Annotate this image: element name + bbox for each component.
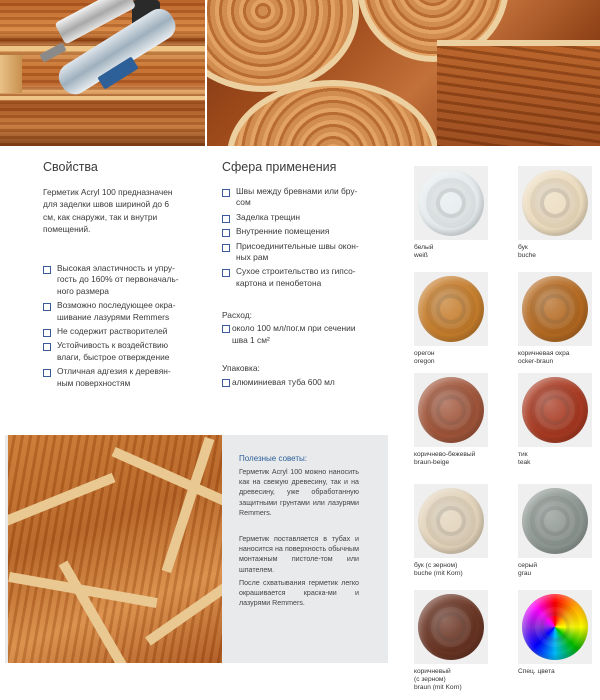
swatch-label-line: бук (с зерном) xyxy=(414,562,458,569)
packaging-value xyxy=(222,376,392,388)
swatch-frame xyxy=(518,272,592,346)
list-item-text: Сухое строительство из гипсо- xyxy=(236,266,356,277)
swatch-label xyxy=(518,562,600,578)
list-item-text: шивание лазурями Remmers xyxy=(57,311,170,322)
swatch-label-line: ocker-braun xyxy=(518,358,554,366)
swatch-label xyxy=(414,562,504,578)
checkbox-icon xyxy=(222,379,230,387)
intro-line: Герметик Acryl 100 предназначен xyxy=(43,187,173,197)
properties-list xyxy=(43,263,193,392)
swatch-label xyxy=(518,668,600,676)
swatch-label-line: коричневая охра xyxy=(518,350,570,357)
list-item-text: ным поверхностям xyxy=(57,377,131,388)
seam xyxy=(145,574,222,645)
swatch-label xyxy=(414,350,504,366)
list-item-text: Швы между бревнами или бру- xyxy=(236,186,358,196)
consumption-line: около 100 мл/пог.м при сечении xyxy=(232,323,356,333)
properties-title: Свойства xyxy=(43,160,98,174)
list-item-text: Присоединительные швы окон- xyxy=(236,240,359,251)
swatch-label-line: серый xyxy=(518,562,538,569)
color-swatch xyxy=(522,377,588,443)
list-item-text: ных рам xyxy=(236,252,269,263)
intro-line: помещений. xyxy=(43,224,91,235)
swatch-label xyxy=(414,244,504,260)
swatch-frame xyxy=(518,373,592,447)
swatch-frame xyxy=(518,166,592,240)
list-item-text: картона и пенобетона xyxy=(236,277,322,288)
consumption-value xyxy=(222,322,392,347)
list-item-text: Возможно последующее окра- xyxy=(57,300,176,311)
swatch-label-line: buche xyxy=(518,252,536,260)
color-swatch xyxy=(522,276,588,342)
list-item xyxy=(222,212,382,223)
swatch-frame xyxy=(414,484,488,558)
swatch-frame xyxy=(518,590,592,664)
color-swatch xyxy=(522,594,588,660)
list-item xyxy=(222,266,382,289)
checkbox-icon xyxy=(43,303,51,311)
seam xyxy=(59,561,128,663)
list-item xyxy=(222,241,382,264)
swatch-label-line: braun-beige xyxy=(414,459,450,467)
checkbox-icon xyxy=(43,266,51,274)
packaging-label: Упаковка: xyxy=(222,363,260,373)
list-item xyxy=(43,263,193,297)
application-list xyxy=(222,186,382,292)
list-item-text: Высокая эластичность и упру- xyxy=(57,263,175,273)
swatch-label-line: weiß xyxy=(414,252,428,260)
intro-line: для заделки швов шириной до 6 xyxy=(43,199,170,210)
color-swatch xyxy=(418,170,484,236)
checkbox-icon xyxy=(222,325,230,333)
list-item-text: Заделка трещин xyxy=(236,211,301,222)
swatch-label-line: grau xyxy=(518,570,532,578)
intro-line: см, как снаружи, так и внутри xyxy=(43,211,158,222)
swatch-label-line: коричневый xyxy=(414,668,451,675)
list-item xyxy=(222,226,382,237)
checkbox-icon xyxy=(222,244,230,252)
consumption-label: Расход: xyxy=(222,310,252,320)
swatch-frame xyxy=(414,272,488,346)
swatch-label-line: Спец. цвета xyxy=(518,668,555,675)
checkbox-icon xyxy=(43,343,51,351)
checkbox-icon xyxy=(43,329,51,337)
list-item xyxy=(43,300,193,323)
list-item-text: Устойчивость к воздействию xyxy=(57,340,169,351)
checkbox-icon xyxy=(222,269,230,277)
log-side xyxy=(437,40,600,146)
log-wall-photo xyxy=(8,435,222,663)
color-swatch xyxy=(522,488,588,554)
checkbox-icon xyxy=(222,189,230,197)
swatch-label-line: buche (mit Korn) xyxy=(414,570,463,578)
tips-paragraph: Герметик Acryl 100 можно наносить как на свежую древесину, так и на древесину, уже обработанную защитными грунтами или лазурями Remmers. xyxy=(239,468,359,517)
swatch-frame xyxy=(414,373,488,447)
swatch-frame xyxy=(414,166,488,240)
swatch-label-line: teak xyxy=(518,459,531,467)
list-item-text: сом xyxy=(236,197,251,208)
list-item-text: гость до 160% от первоначаль- xyxy=(57,274,179,285)
swatch-frame xyxy=(414,590,488,664)
swatch-label xyxy=(518,451,600,467)
packaging-text: алюминиевая туба 600 мл xyxy=(232,377,335,387)
list-item-text: ного размера xyxy=(57,285,109,296)
tips-paragraph: После схватывания герметик легко окрашивается краска-ми и лазурями Remmers. xyxy=(239,579,359,608)
tips-paragraph: Герметик поставляется в тубах и наносится на поверхность обычным монтажным пистоле-том или шпателем. xyxy=(239,535,359,574)
log-end xyxy=(207,0,359,92)
color-swatch xyxy=(418,377,484,443)
list-item xyxy=(222,186,382,209)
consumption-line: шва 1 см² xyxy=(232,335,270,346)
log-joint-photo xyxy=(207,0,600,146)
color-swatch xyxy=(522,170,588,236)
color-swatch xyxy=(418,488,484,554)
swatch-label-line: (с зерном) xyxy=(414,676,446,684)
swatch-label-line: oregon xyxy=(414,358,435,366)
application-title: Сфера применения xyxy=(222,160,337,174)
color-swatch xyxy=(418,276,484,342)
seam xyxy=(8,473,116,527)
swatch-label-line: белый xyxy=(414,244,434,251)
swatch-label xyxy=(414,668,504,693)
checkbox-icon xyxy=(222,229,230,237)
list-item xyxy=(43,340,193,363)
list-item-text: Не содержит растворителей xyxy=(57,326,168,337)
swatch-label xyxy=(518,350,600,366)
list-item xyxy=(43,366,193,389)
swatch-label-line: бук xyxy=(518,244,528,251)
swatch-label xyxy=(414,451,504,467)
log-seam xyxy=(0,96,205,100)
list-item-text: влаги, быстрое отверждение xyxy=(57,351,170,362)
list-item-text: Внутренние помещения xyxy=(236,226,330,237)
swatch-label xyxy=(518,244,600,260)
list-item xyxy=(43,326,193,337)
swatch-label-line: braun (mit Korn) xyxy=(414,684,462,692)
swatch-label-line: коричнево-бежевый xyxy=(414,451,476,458)
tips-heading: Полезные советы: xyxy=(239,454,307,463)
list-item-text: Отличная адгезия к деревян- xyxy=(57,366,171,377)
checkbox-icon xyxy=(222,215,230,223)
header-photos xyxy=(0,0,600,146)
color-swatch xyxy=(418,594,484,660)
log-cut xyxy=(0,55,22,93)
swatch-frame xyxy=(518,484,592,558)
swatch-label-line: орегон xyxy=(414,350,435,357)
seam xyxy=(162,437,215,573)
checkbox-icon xyxy=(43,369,51,377)
swatch-label-line: тик xyxy=(518,451,528,458)
sealant-gun-photo xyxy=(0,0,205,146)
